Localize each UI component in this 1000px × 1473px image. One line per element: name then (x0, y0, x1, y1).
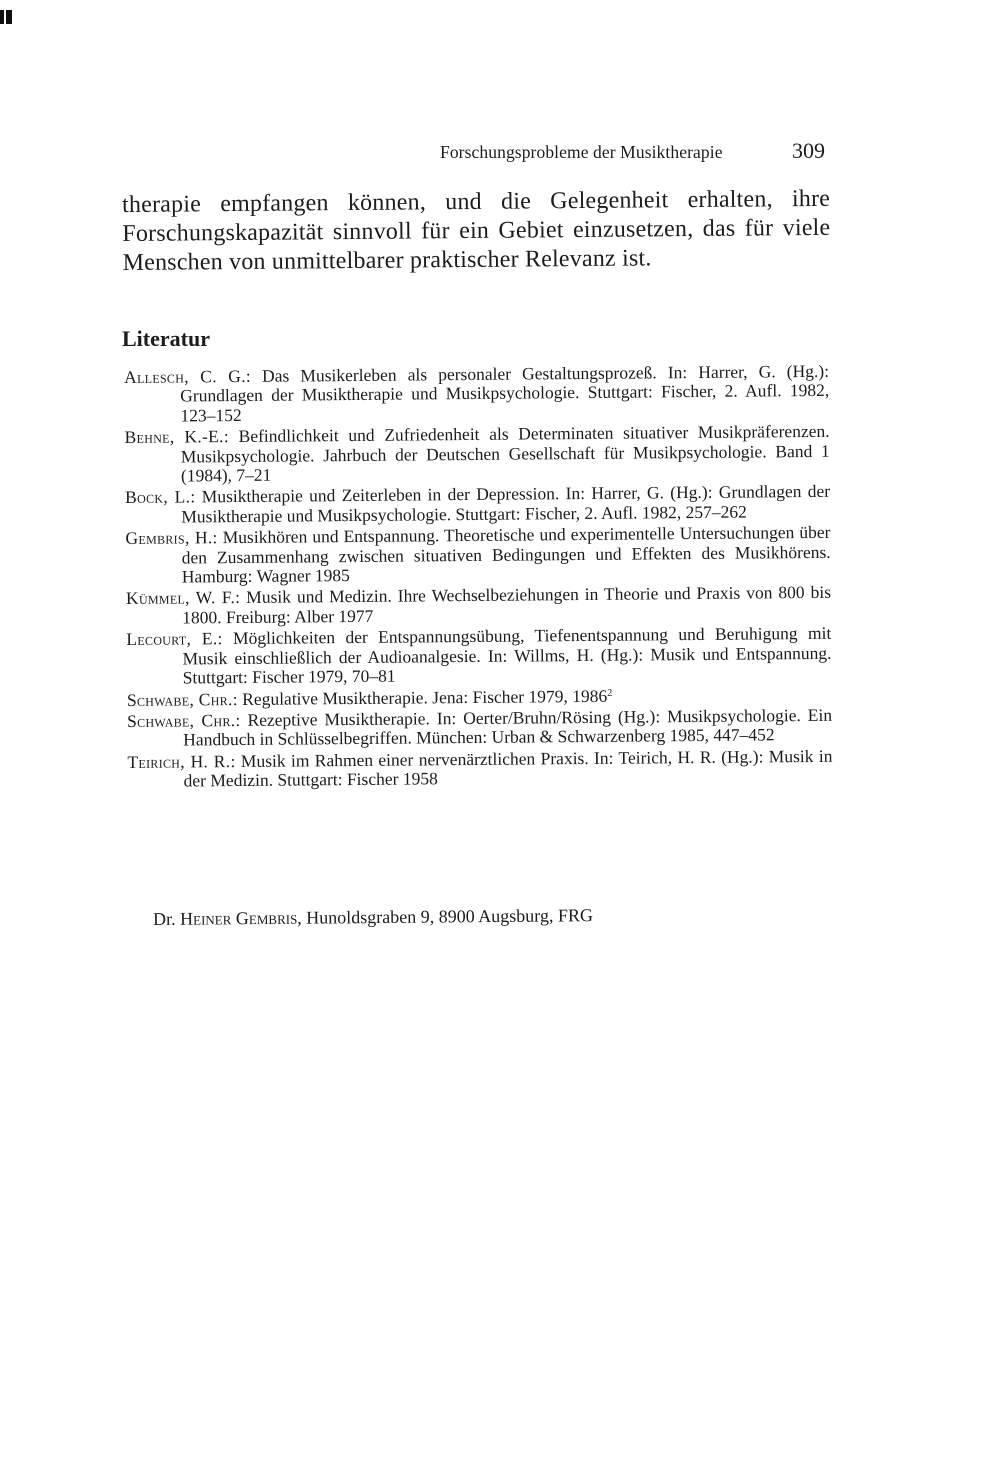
reference-entry (125, 422, 830, 486)
reference-entry (127, 747, 832, 792)
reference-text: Musik im Rahmen einer nervenärztlichen Praxis. In: Teirich, H. R. (Hg.): Musik in der Medizin. Stuttgart: Fischer 1958 (183, 745, 833, 791)
reference-author: Teirich, H. R.: (127, 750, 236, 772)
running-head (440, 138, 825, 164)
reference-entry (126, 583, 831, 628)
address-prefix: Dr. (153, 908, 181, 929)
author-address (153, 905, 593, 930)
reference-author: Bock, L.: (125, 486, 196, 508)
reference-entry (127, 706, 832, 751)
reference-entry (126, 624, 831, 688)
reference-author: Schwabe, Chr.: (126, 709, 241, 731)
reference-author: Allesch, C. G.: (123, 365, 252, 387)
address-location: , Hunoldsgraben 9, 8900 Augsburg, FRG (297, 905, 594, 928)
reference-list (124, 362, 833, 794)
reference-text: Rezeptive Musiktherapie. In: Oerter/Bruhn/Rösing (Hg.): Musikpsychologie. Ein Handbuch in Schlüsselbegriffen. München: Urban & Schwarzenberg 1985, 447–452 (183, 704, 833, 750)
running-head-title: Forschungsprobleme der Musiktherapie (440, 142, 723, 162)
reference-author: Gembris, H.: (125, 527, 218, 549)
reference-text: Musik und Medizin. Ihre Wechselbeziehungen in Theorie und Praxis von 800 bis 1800. Freiburg: Alber 1977 (182, 582, 832, 628)
corner-scan-mark (0, 10, 12, 24)
reference-text: Möglichkeiten der Entspannungsübung, Tiefenentspannung und Beruhigung mit Musik einschließlich der Audioanalgesie. In: Willms, H. (Hg.): Musik und Entspannung. Stuttgart: Fischer 1979, 70–81 (182, 623, 832, 688)
reference-text: Musikhören und Entspannung. Theoretische und experimentelle Untersuchungen über den Zusammenhang zwischen situativen Bedingungen und Effekten des Musikhörens. Hamburg: Wagner 1985 (181, 522, 831, 587)
address-author-name: Heiner Gembris (179, 907, 298, 929)
reference-text: Regulative Musiktherapie. Jena: Fischer 1979, 1986 (237, 685, 608, 709)
reference-author: Schwabe, Chr.: (126, 688, 238, 710)
section-heading-literatur: Literatur (122, 326, 210, 351)
reference-text: Befindlichkeit und Zufriedenheit als Determinaten situativer Musikpräferenzen. Musikpsychologie. Jahrbuch der Deutschen Gesellschaft für Musikpsychologie. Band 1 (1984), 7–21 (180, 421, 830, 486)
reference-entry (125, 482, 830, 527)
edition-superscript: 2 (607, 687, 613, 699)
reference-author: Kümmel, W. F.: (125, 587, 241, 609)
page-number: 309 (792, 138, 825, 163)
reference-text: Das Musikerleben als personaler Gestaltungsprozeß. In: Harrer, G. (Hg.): Grundlagen der Musiktherapie und Musikpsychologie. Stuttgart: Fischer, 2. Aufl. 1982, 123–152 (180, 360, 830, 426)
reference-entry (125, 523, 830, 587)
reference-author: Behne, K.-E.: (124, 426, 230, 448)
reference-author: Lecourt, E.: (126, 628, 223, 650)
reference-text: Musiktherapie und Zeiterleben in der Depression. In: Harrer, G. (Hg.): Grundlagen der Musiktherapie und Musikpsychologie. Stuttgart: Fischer, 2. Aufl. 1982, 257–262 (181, 481, 831, 527)
reference-entry (124, 362, 829, 426)
body-paragraph: therapie empfangen können, und die Gelegenheit erhalten, ihre Forschungskapazität sinnvoll für ein Gebiet einzusetzen, das für viele Menschen von unmittelbarer praktischer Relevanz ist. (122, 185, 831, 276)
